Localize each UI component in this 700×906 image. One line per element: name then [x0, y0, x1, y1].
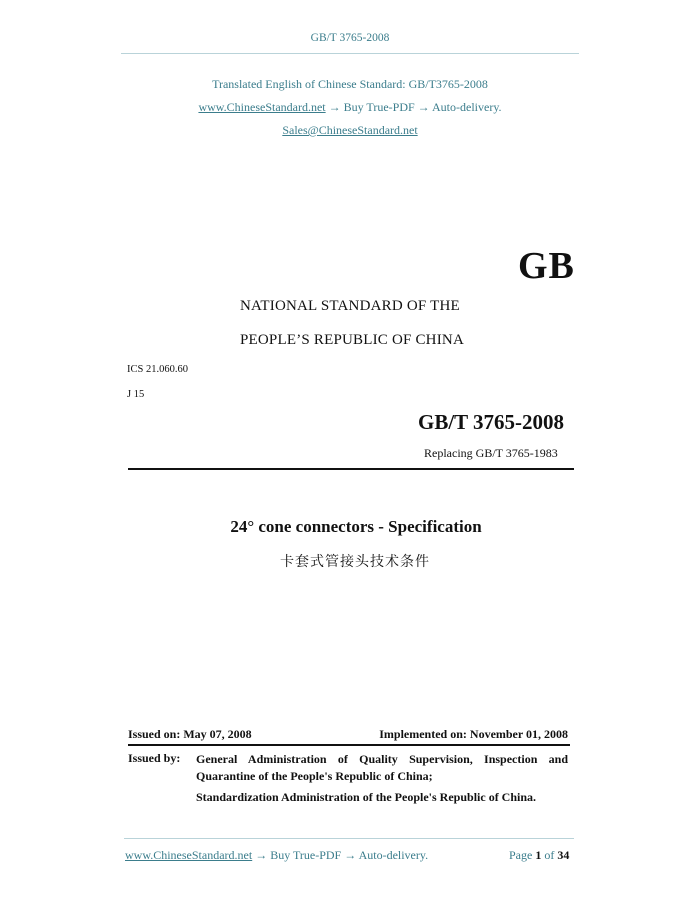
page-number	[509, 848, 569, 863]
national-standard-line1: NATIONAL STANDARD OF THE	[240, 298, 460, 314]
page-total: 34	[557, 848, 570, 862]
ics-code: ICS 21.060.60	[127, 364, 188, 375]
national-standard-line2: PEOPLE’S REPUBLIC OF CHINA	[240, 332, 464, 348]
issued-by-block	[128, 751, 568, 806]
footer-buy-text: → Buy True-PDF → Auto-delivery.	[252, 848, 429, 862]
cover-divider	[128, 468, 574, 470]
page-mid: of	[541, 848, 558, 862]
page-current: 1	[535, 848, 542, 862]
issued-by-label: Issued by:	[128, 751, 181, 765]
implemented-on-date: Implemented on: November 01, 2008	[379, 727, 568, 741]
document-title-cn: 卡套式管接头技术条件	[280, 554, 430, 570]
promo-buy-line	[0, 100, 700, 115]
standard-code: GB/T 3765-2008	[418, 410, 565, 434]
issued-by-authority-2: Standardization Administration of the People's Republic of China.	[196, 790, 537, 804]
running-header-code: GB/T 3765-2008	[310, 32, 390, 44]
issue-divider	[128, 744, 570, 746]
footer-site-link[interactable]: www.ChineseStandard.net	[125, 848, 253, 862]
promo-translation-line: Translated English of Chinese Standard: GB/T3765-2008	[212, 77, 488, 91]
promo-email-line	[0, 123, 700, 138]
replacing-note: Replacing GB/T 3765-1983	[424, 446, 558, 460]
gb-logo: GB	[518, 245, 575, 287]
footer-buy-line	[125, 848, 428, 863]
issued-by-authority-1: General Administration of Quality Supervision, Inspection and Quarantine of the People's Republic of China;	[196, 752, 568, 783]
issue-dates-row	[128, 727, 568, 742]
ccs-code: J 15	[127, 389, 145, 400]
header-rule	[121, 53, 579, 54]
promo-site-link[interactable]: www.ChineseStandard.net	[198, 100, 326, 114]
issued-on-date: Issued on: May 07, 2008	[128, 727, 252, 741]
promo-email-link[interactable]: Sales@ChineseStandard.net	[282, 123, 418, 137]
page-prefix: Page	[509, 848, 536, 862]
document-title-en: 24° cone connectors - Specification	[230, 517, 482, 536]
footer-rule	[124, 838, 574, 839]
promo-buy-text: → Buy True-PDF → Auto-delivery.	[325, 100, 502, 114]
